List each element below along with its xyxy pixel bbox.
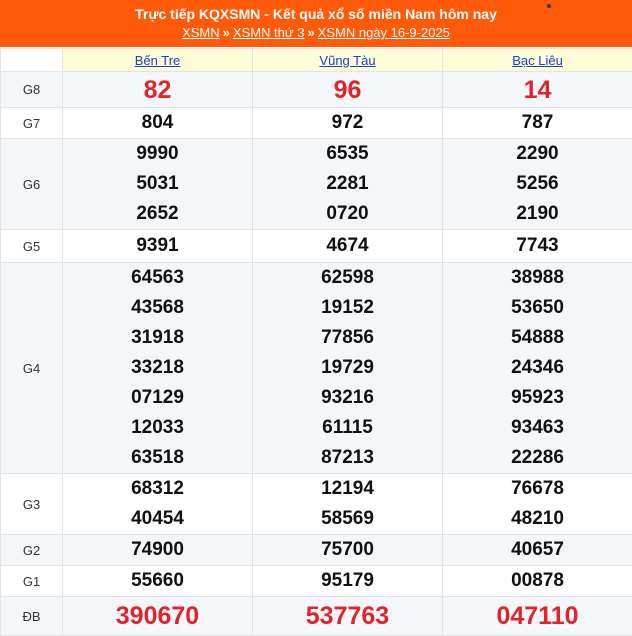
prize-cell [443, 566, 632, 597]
prize-number: 5256 [516, 169, 558, 199]
prize-number: 22286 [511, 443, 564, 473]
prize-cell [253, 535, 443, 566]
prize-row-g2 [1, 535, 632, 566]
prize-number: 77856 [321, 323, 374, 353]
prize-cell [63, 535, 253, 566]
prize-number: 14 [524, 75, 552, 105]
prize-number: 33218 [131, 353, 184, 383]
table-header-row [1, 49, 632, 72]
prize-cell [63, 597, 253, 636]
prize-cell [63, 566, 253, 597]
prize-number: 804 [142, 108, 174, 138]
prize-number: 76678 [511, 474, 564, 504]
prize-number: 38988 [511, 263, 564, 293]
prize-number: 64563 [131, 263, 184, 293]
prize-cell [253, 108, 443, 139]
prize-number: 5031 [136, 169, 178, 199]
prize-number: 96 [334, 75, 362, 105]
page-title: Trực tiếp KQXSMN - Kết quả xổ số miền Nam hôm nay [0, 6, 632, 22]
prize-cell [443, 139, 632, 230]
prize-number: 390670 [116, 601, 199, 631]
prize-number: 40454 [131, 504, 184, 534]
prize-number: 2652 [136, 199, 178, 229]
prize-cell [63, 139, 253, 230]
province-header [443, 49, 632, 72]
prize-cell [443, 263, 632, 474]
prize-cell [443, 535, 632, 566]
prize-number: 82 [144, 75, 172, 105]
prize-number: 19729 [321, 353, 374, 383]
prize-label: G7 [1, 108, 63, 139]
results-table [0, 48, 632, 636]
prize-number: 63518 [131, 443, 184, 473]
prize-cell [443, 230, 632, 263]
prize-row-g3 [1, 474, 632, 535]
prize-number: 58569 [321, 504, 374, 534]
prize-number: 93216 [321, 383, 374, 413]
prize-number: 972 [332, 108, 364, 138]
page-header [0, 0, 632, 47]
breadcrumb-separator: » [307, 25, 314, 40]
prize-number: 48210 [511, 504, 564, 534]
prize-cell [253, 566, 443, 597]
prize-number: 95923 [511, 383, 564, 413]
header-blank-cell [1, 49, 63, 72]
prize-label: G1 [1, 566, 63, 597]
prize-row-g6 [1, 139, 632, 230]
prize-cell [63, 230, 253, 263]
prize-label: G4 [1, 263, 63, 474]
prize-row-g5 [1, 230, 632, 263]
prize-number: 54888 [511, 323, 564, 353]
prize-cell [443, 108, 632, 139]
prize-label: G8 [1, 72, 63, 108]
prize-number: 53650 [511, 293, 564, 323]
prize-row-db [1, 597, 632, 636]
prize-number: 87213 [321, 443, 374, 473]
breadcrumb-xsmn-thu-3[interactable]: XSMN thứ 3 [233, 25, 305, 40]
prize-number: 00878 [511, 566, 564, 596]
prize-number: 2190 [516, 199, 558, 229]
prize-label: G5 [1, 230, 63, 263]
prize-number: 2281 [326, 169, 368, 199]
breadcrumb-separator: » [223, 25, 230, 40]
prize-number: 43568 [131, 293, 184, 323]
prize-label: G6 [1, 139, 63, 230]
prize-number: 12033 [131, 413, 184, 443]
prize-number: 047110 [496, 601, 578, 631]
prize-cell [63, 72, 253, 108]
prize-number: 4674 [326, 231, 368, 261]
prize-number: 787 [522, 108, 554, 138]
prize-label: ĐB [1, 597, 63, 636]
prize-number: 2290 [516, 139, 558, 169]
prize-cell [253, 263, 443, 474]
prize-number: 62598 [321, 263, 374, 293]
prize-row-g1 [1, 566, 632, 597]
province-header [63, 49, 253, 72]
dot-icon [547, 4, 551, 8]
prize-number: 19152 [321, 293, 374, 323]
prize-cell [253, 597, 443, 636]
prize-number: 74900 [131, 535, 184, 565]
prize-number: 537763 [306, 601, 389, 631]
prize-cell [63, 263, 253, 474]
breadcrumb-xsmn-date[interactable]: XSMN ngày 16-9-2025 [318, 25, 450, 40]
prize-row-g4 [1, 263, 632, 474]
prize-cell [443, 474, 632, 535]
prize-number: 12194 [321, 474, 374, 504]
breadcrumb [0, 25, 632, 40]
prize-row-g8 [1, 72, 632, 108]
prize-cell [63, 108, 253, 139]
prize-number: 40657 [511, 535, 564, 565]
prize-number: 75700 [321, 535, 374, 565]
province-link-bac-lieu[interactable]: Bạc Liêu [512, 53, 563, 68]
prize-cell [253, 474, 443, 535]
province-link-vung-tau[interactable]: Vũng Tàu [319, 53, 375, 68]
prize-number: 7743 [516, 231, 558, 261]
prize-number: 24346 [511, 353, 564, 383]
prize-cell [253, 72, 443, 108]
prize-number: 68312 [131, 474, 184, 504]
prize-cell [253, 230, 443, 263]
prize-number: 9990 [136, 139, 178, 169]
prize-number: 6535 [326, 139, 368, 169]
results-body [1, 72, 632, 636]
prize-label: G2 [1, 535, 63, 566]
prize-row-g7 [1, 108, 632, 139]
breadcrumb-xsmn[interactable]: XSMN [182, 25, 220, 40]
prize-cell [253, 139, 443, 230]
prize-number: 9391 [136, 231, 178, 261]
prize-number: 0720 [326, 199, 368, 229]
prize-cell [443, 597, 632, 636]
prize-number: 55660 [131, 566, 184, 596]
prize-number: 07129 [131, 383, 184, 413]
prize-number: 93463 [511, 413, 564, 443]
province-link-ben-tre[interactable]: Bến Tre [135, 53, 181, 68]
prize-number: 61115 [322, 413, 373, 443]
prize-number: 31918 [131, 323, 184, 353]
prize-number: 95179 [321, 566, 374, 596]
province-header [253, 49, 443, 72]
prize-cell [63, 474, 253, 535]
prize-label: G3 [1, 474, 63, 535]
prize-cell [443, 72, 632, 108]
